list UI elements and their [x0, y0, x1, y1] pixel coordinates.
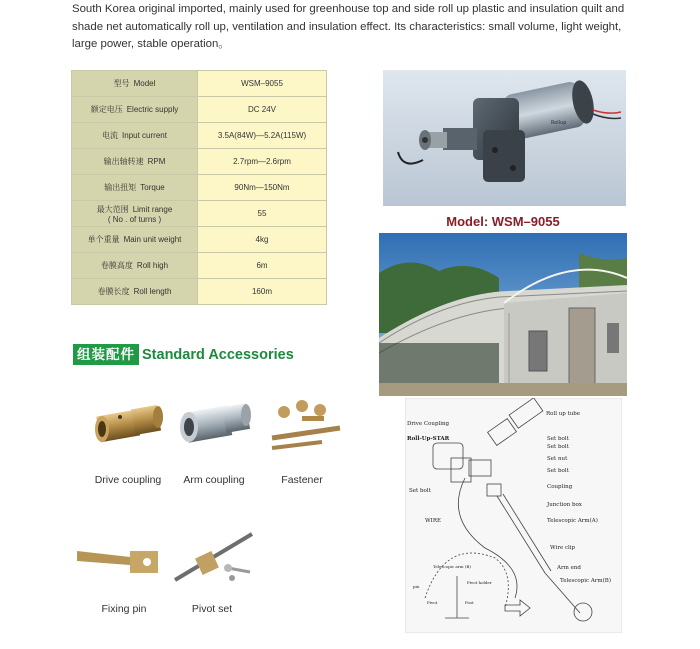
- label-wire-clip: Wire clip: [550, 545, 576, 551]
- spec-key-en: Roll high: [136, 261, 169, 270]
- label-telescopic-arm-b: Telescopic Arm(B): [560, 578, 611, 584]
- label-coupling: Coupling: [547, 484, 573, 490]
- spec-key-cn: 输出扭矩: [104, 183, 137, 192]
- spec-key: [72, 279, 198, 305]
- spec-key-cn: 额定电压: [90, 105, 123, 114]
- spec-key-en: RPM: [147, 157, 166, 166]
- label-set-bolt-3: Set bolt: [547, 468, 569, 474]
- spec-key: [72, 149, 198, 175]
- greenhouse-photo: [379, 233, 627, 396]
- accessories-heading: [73, 344, 294, 365]
- spec-row: [72, 97, 327, 123]
- spec-value: WSM–9055: [198, 71, 327, 97]
- spec-key-cn: 单个重量: [87, 235, 120, 244]
- label-set-bolt-left: Set bolt: [409, 488, 431, 494]
- caption-pivot-set: Pivot set: [191, 603, 233, 615]
- spec-key-cn: 卷膜高度: [100, 261, 133, 270]
- label-drive-coupling: Drive Coupling: [407, 421, 450, 427]
- label-telescopic-arm-a: Telescopic Arm(A): [547, 518, 598, 524]
- spec-value: 4kg: [198, 227, 327, 253]
- spec-key: [72, 97, 198, 123]
- spec-key-cn: 卷膜长度: [97, 287, 130, 296]
- spec-key: [72, 123, 198, 149]
- spec-key: [72, 227, 198, 253]
- spec-key: [72, 175, 198, 201]
- installation-diagram: [405, 398, 622, 633]
- label-inset-arm: Telescopic arm (B): [433, 564, 471, 569]
- svg-text:Rollup: Rollup: [551, 120, 567, 126]
- spec-row: [72, 149, 327, 175]
- label-inset-pivot-holder: Pivot holder: [467, 580, 492, 585]
- model-caption: Model: WSM–9055: [446, 214, 560, 229]
- spec-row: [72, 279, 327, 305]
- spec-value: DC 24V: [198, 97, 327, 123]
- spec-key: [72, 201, 198, 227]
- label-arm-end: Arm end: [557, 565, 581, 571]
- label-wire: WIRE: [425, 518, 441, 524]
- spec-value: 2.7rpm—2.6rpm: [198, 149, 327, 175]
- label-inset-pivot: Pivot: [427, 600, 438, 605]
- spec-key: [72, 71, 198, 97]
- caption-fastener: Fastener: [281, 474, 323, 486]
- spec-key-cn: 型号: [113, 79, 130, 88]
- spec-value: 90Nm—150Nm: [198, 175, 327, 201]
- motor-product-photo: [383, 70, 626, 206]
- intro-paragraph: South Korea original imported, mainly used for greenhouse top and side roll up plastic and insulation quilt and shade net automatically roll up, ventilation and insulation effect. Its characteristics: small volume, light weight, large power, stable operation。: [72, 3, 625, 50]
- caption-arm-coupling: Arm coupling: [183, 474, 245, 486]
- label-roll-up-star: Roll-Up-STAR: [407, 436, 450, 442]
- spec-value: 55: [198, 201, 327, 227]
- fastener-image: [262, 398, 344, 454]
- label-set-bolt-2: Set bolt: [547, 444, 569, 450]
- spec-row: [72, 201, 327, 227]
- fixing-pin-image: [75, 543, 165, 578]
- spec-key-en: Torque: [140, 183, 165, 192]
- spec-key-en: Limit range: [132, 204, 173, 214]
- accessories-title-cn: 组装配件: [73, 344, 139, 365]
- spec-value: 3.5A(84W)—5.2A(115W): [198, 123, 327, 149]
- spec-value: 160m: [198, 279, 327, 305]
- spec-table: [71, 70, 327, 305]
- spec-row: [72, 123, 327, 149]
- arm-coupling-image: [172, 393, 254, 455]
- spec-key-en: Model: [133, 79, 156, 88]
- label-set-bolt-1: Set bolt: [547, 436, 569, 442]
- label-inset-pin: pin: [413, 584, 420, 589]
- spec-row: [72, 71, 327, 97]
- drive-coupling-image: [88, 395, 168, 455]
- spec-value: 6m: [198, 253, 327, 279]
- label-inset-post: Post: [465, 600, 474, 605]
- spec-key: [72, 253, 198, 279]
- pivot-set-image: [170, 528, 255, 586]
- spec-key-en: Input current: [122, 131, 167, 140]
- spec-key-cn: 输出轴转速: [103, 157, 144, 166]
- accessories-title-en: Standard Accessories: [142, 346, 294, 363]
- spec-key-en: Main unit weight: [123, 235, 182, 244]
- caption-fixing-pin: Fixing pin: [101, 603, 147, 615]
- spec-row: [72, 175, 327, 201]
- caption-drive-coupling: Drive coupling: [94, 474, 162, 486]
- spec-key-en-note: ( No . of turns ): [107, 214, 162, 224]
- label-set-nut: Set nut: [547, 456, 568, 462]
- spec-key-cn: 最大范围: [96, 204, 129, 214]
- spec-row: [72, 227, 327, 253]
- spec-row: [72, 253, 327, 279]
- label-junction-box: Junction box: [547, 502, 582, 508]
- label-roll-up-tube: Roll up tube: [546, 411, 581, 417]
- spec-key-en: Electric supply: [126, 105, 179, 114]
- spec-key-en: Roll length: [133, 287, 172, 296]
- spec-key-cn: 电流: [102, 131, 119, 140]
